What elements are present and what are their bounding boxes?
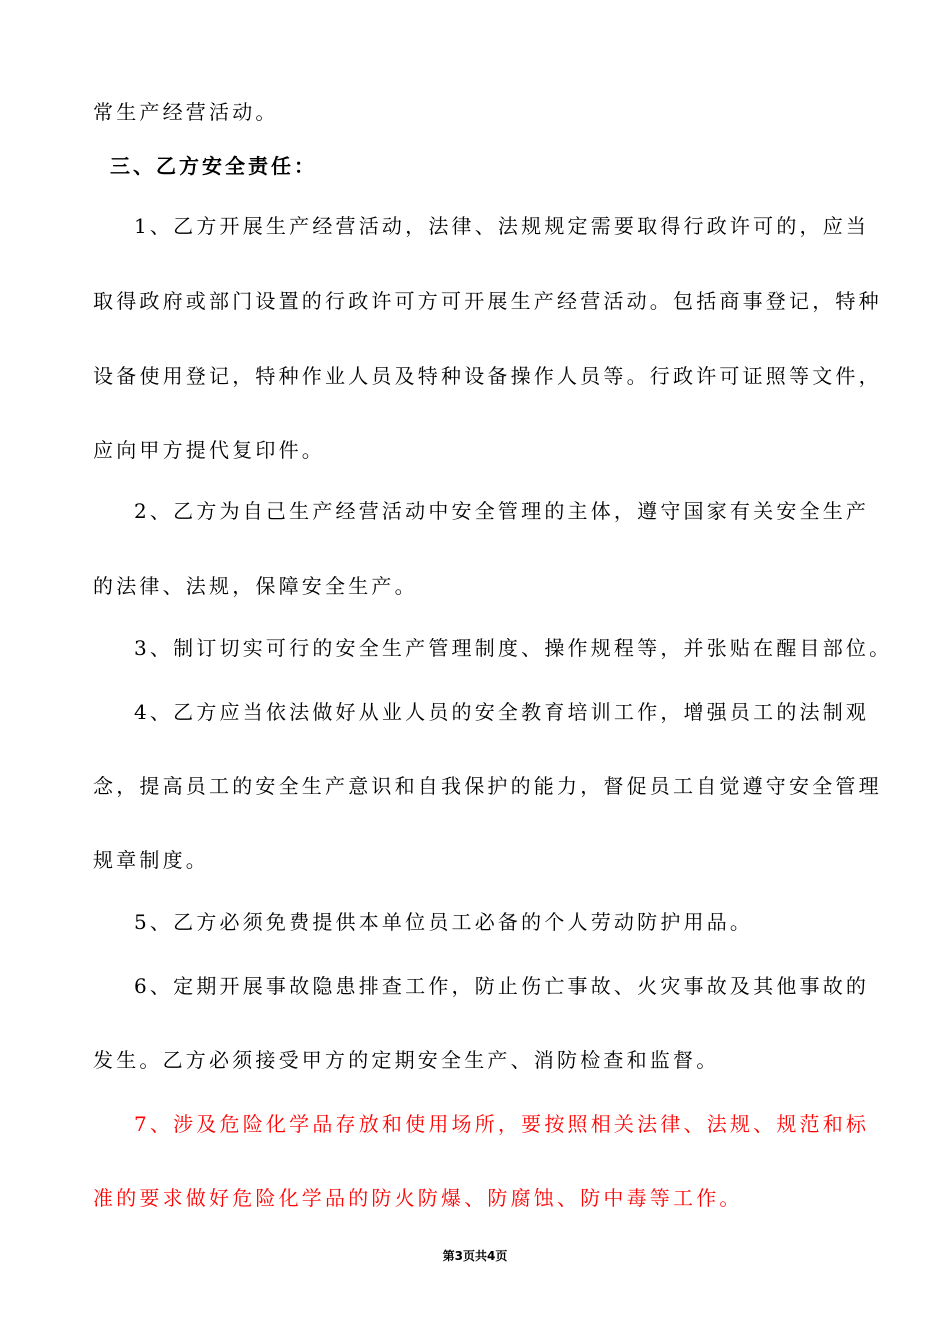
paragraph-line: 2、乙方为自己生产经营活动中安全管理的主体，遵守国家有关安全生产	[134, 499, 870, 523]
paragraph-line: 3、制订切实可行的安全生产管理制度、操作规程等，并张贴在醒目部位。	[134, 636, 893, 660]
paragraph-line: 规章制度。	[93, 848, 209, 872]
page-number: 第3页共4页	[442, 1249, 508, 1263]
paragraph-line: 5、乙方必须免费提供本单位员工必备的个人劳动防护用品。	[134, 910, 754, 934]
paragraph-line: 取得政府或部门设置的行政许可方可开展生产经营活动。包括商事登记，特种	[93, 289, 882, 313]
paragraph-line: 设备使用登记，特种作业人员及特种设备操作人员等。行政许可证照等文件，	[93, 364, 882, 388]
paragraph-line: 的法律、法规，保障安全生产。	[93, 574, 418, 598]
section-heading: 三、乙方安全责任：	[110, 154, 317, 178]
paragraph-line: 应向甲方提代复印件。	[93, 438, 325, 462]
paragraph-line: 1、乙方开展生产经营活动，法律、法规规定需要取得行政许可的，应当	[134, 214, 870, 238]
paragraph-line: 4、乙方应当依法做好从业人员的安全教育培训工作，增强员工的法制观	[134, 700, 870, 724]
highlighted-paragraph-line: 准的要求做好危险化学品的防火防爆、防腐蚀、防中毒等工作。	[93, 1186, 743, 1210]
highlighted-paragraph-line: 7、涉及危险化学品存放和使用场所，要按照相关法律、法规、规范和标	[134, 1112, 870, 1136]
paragraph-line: 6、定期开展事故隐患排查工作，防止伤亡事故、火灾事故及其他事故的	[134, 974, 870, 998]
paragraph-line: 念，提高员工的安全生产意识和自我保护的能力，督促员工自觉遵守安全管理	[93, 774, 882, 798]
paragraph-line: 常生产经营活动。	[93, 100, 279, 124]
paragraph-line: 发生。乙方必须接受甲方的定期安全生产、消防检查和监督。	[93, 1048, 720, 1072]
